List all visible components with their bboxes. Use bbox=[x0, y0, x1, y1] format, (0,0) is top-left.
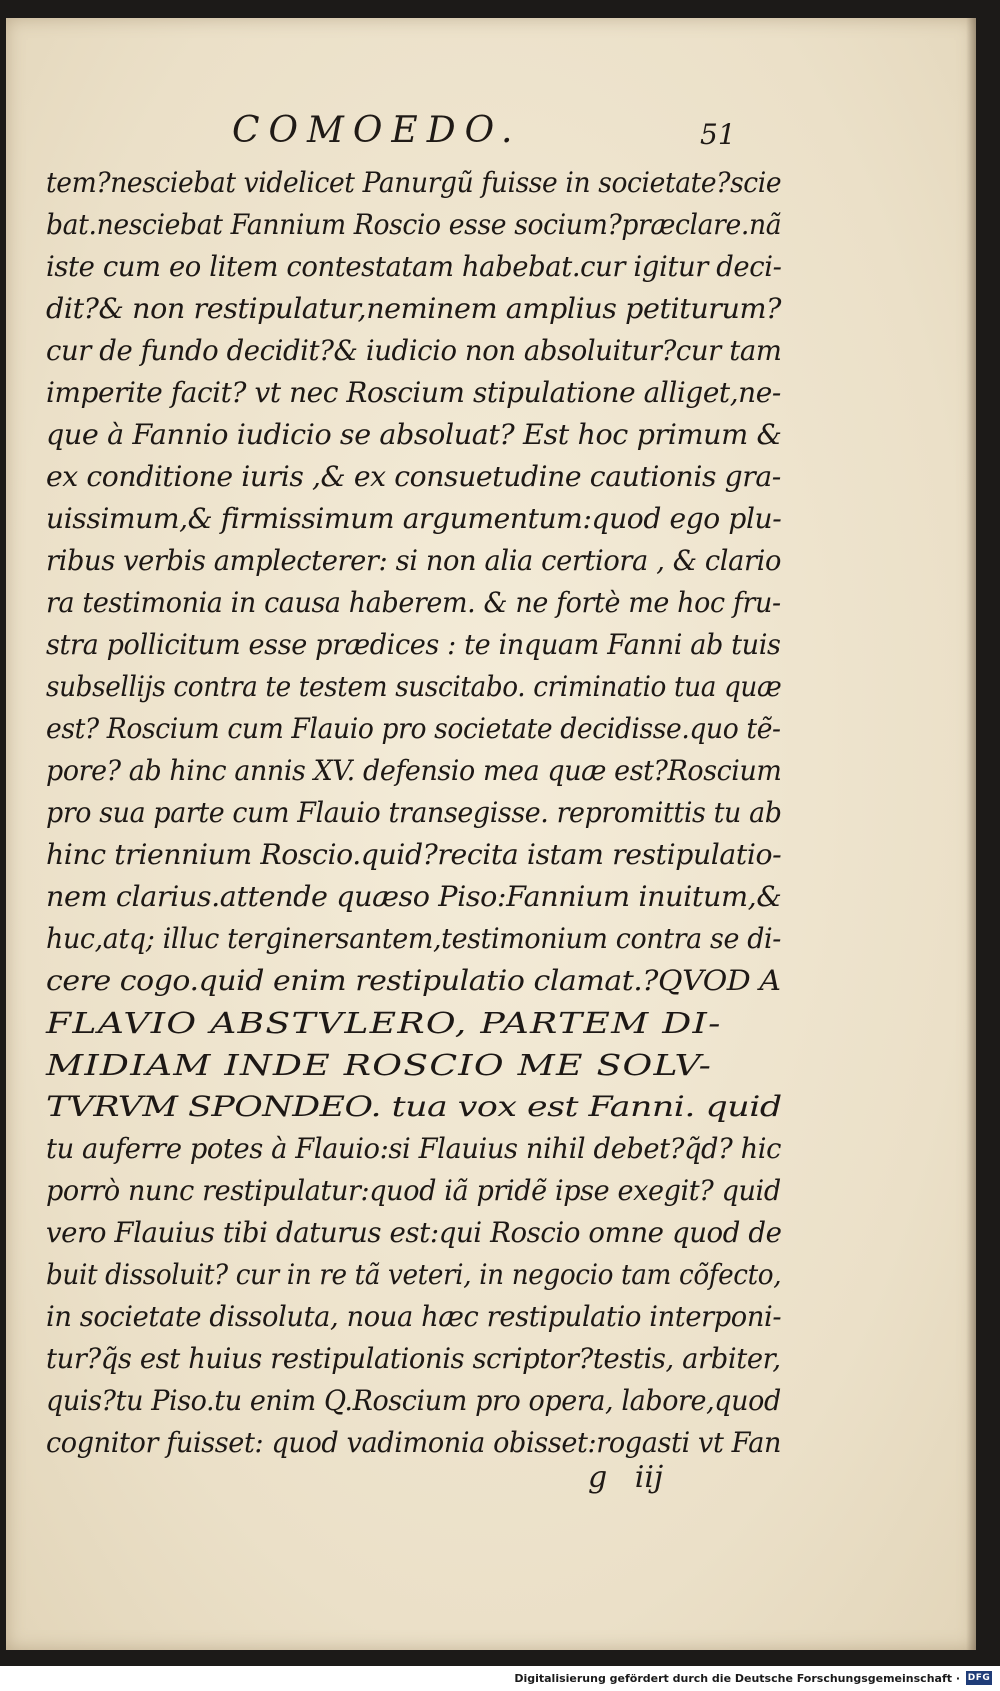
text-line: que à Fannio iudicio se absoluat? Est hoc primum & bbox=[46, 418, 782, 451]
text-line: pro sua parte cum Flauio transegisse. repromittis tu ab bbox=[46, 796, 782, 829]
text-line: in societate dissoluta, noua hæc restipulatio interponi- bbox=[46, 1300, 782, 1333]
text-line: huc,atq; illuc terginersantem,testimonium contra se di- bbox=[46, 922, 782, 955]
text-line: bat.nesciebat Fannium Roscio esse socium?præclare.nã bbox=[46, 208, 782, 241]
text-line: subsellijs contra te testem suscitabo. criminatio tua quæ bbox=[46, 670, 782, 703]
text-line: TVRVM SPONDEO. tua vox est Fanni. quid bbox=[46, 1090, 782, 1123]
text-line: ex conditione iuris ,& ex consuetudine cautionis gra- bbox=[46, 460, 781, 493]
page-edge-shadow bbox=[966, 18, 976, 1650]
text-line: nem clarius.attende quæso Piso:Fannium inuitum,& bbox=[46, 880, 782, 913]
text-line: ribus verbis amplecterer: si non alia certiora , & clario bbox=[46, 544, 782, 577]
signature-mark: g iij bbox=[588, 1460, 664, 1495]
text-line: buit dissoluit? cur in re tã veteri, in negocio tam cõfecto, bbox=[46, 1258, 782, 1291]
text-line: MIDIAM INDE ROSCIO ME SOLV- bbox=[46, 1048, 713, 1082]
text-line: hinc triennium Roscio.quid?recita istam restipulatio- bbox=[46, 838, 782, 871]
text-line: cere cogo.quid enim restipulatio clamat.?QVOD A bbox=[46, 964, 781, 997]
running-head: COMOEDO. bbox=[232, 110, 522, 151]
credit-bar bbox=[0, 1666, 1000, 1691]
text-line: imperite facit? vt nec Roscium stipulatione alliget,ne- bbox=[46, 376, 781, 409]
text-line: pore? ab hinc annis XV. defensio mea quæ est?Roscium bbox=[46, 754, 782, 787]
text-line: iste cum eo litem contestatam habebat.cur igitur deci- bbox=[46, 250, 782, 283]
text-line: uissimum,& firmissimum argumentum:quod ego plu- bbox=[46, 502, 782, 535]
text-line: stra pollicitum esse prædices : te inquam Fanni ab tuis bbox=[46, 628, 781, 661]
text-line: tem?nesciebat videlicet Panurgũ fuisse in societate?scie bbox=[46, 166, 782, 199]
text-line: tur?q̃s est huius restipulationis scriptor?testis, arbiter, bbox=[46, 1342, 781, 1375]
text-line: quis?tu Piso.tu enim Q.Roscium pro opera, labore,quod bbox=[46, 1384, 781, 1417]
text-line: ra testimonia in causa haberem. & ne fortè me hoc fru- bbox=[46, 586, 781, 619]
dfg-logo: DFG bbox=[967, 1673, 991, 1683]
text-line: cognitor fuisset: quod vadimonia obisset:rogasti vt Fan bbox=[46, 1426, 782, 1459]
funding-credit: Digitalisierung gefördert durch die Deutsche Forschungsgemeinschaft · bbox=[514, 1672, 960, 1685]
text-line: FLAVIO ABSTVLERO, PARTEM DI- bbox=[46, 1006, 722, 1040]
page-number: 51 bbox=[700, 118, 736, 151]
text-line: cur de fundo decidit?& iudicio non absoluitur?cur tam bbox=[46, 334, 782, 367]
text-line: dit?& non restipulatur,neminem amplius petiturum? bbox=[46, 292, 782, 325]
body-text bbox=[46, 162, 786, 1464]
text-line: est? Roscium cum Flauio pro societate decidisse.quo tẽ- bbox=[46, 712, 781, 745]
text-line: porrò nunc restipulatur:quod iã pridẽ ipse exegit? quid bbox=[46, 1174, 781, 1207]
text-line: tu auferre potes à Flauio:si Flauius nihil debet?q̃d? hic bbox=[46, 1132, 782, 1165]
text-line: vero Flauius tibi daturus est:qui Roscio omne quod de bbox=[46, 1216, 782, 1249]
